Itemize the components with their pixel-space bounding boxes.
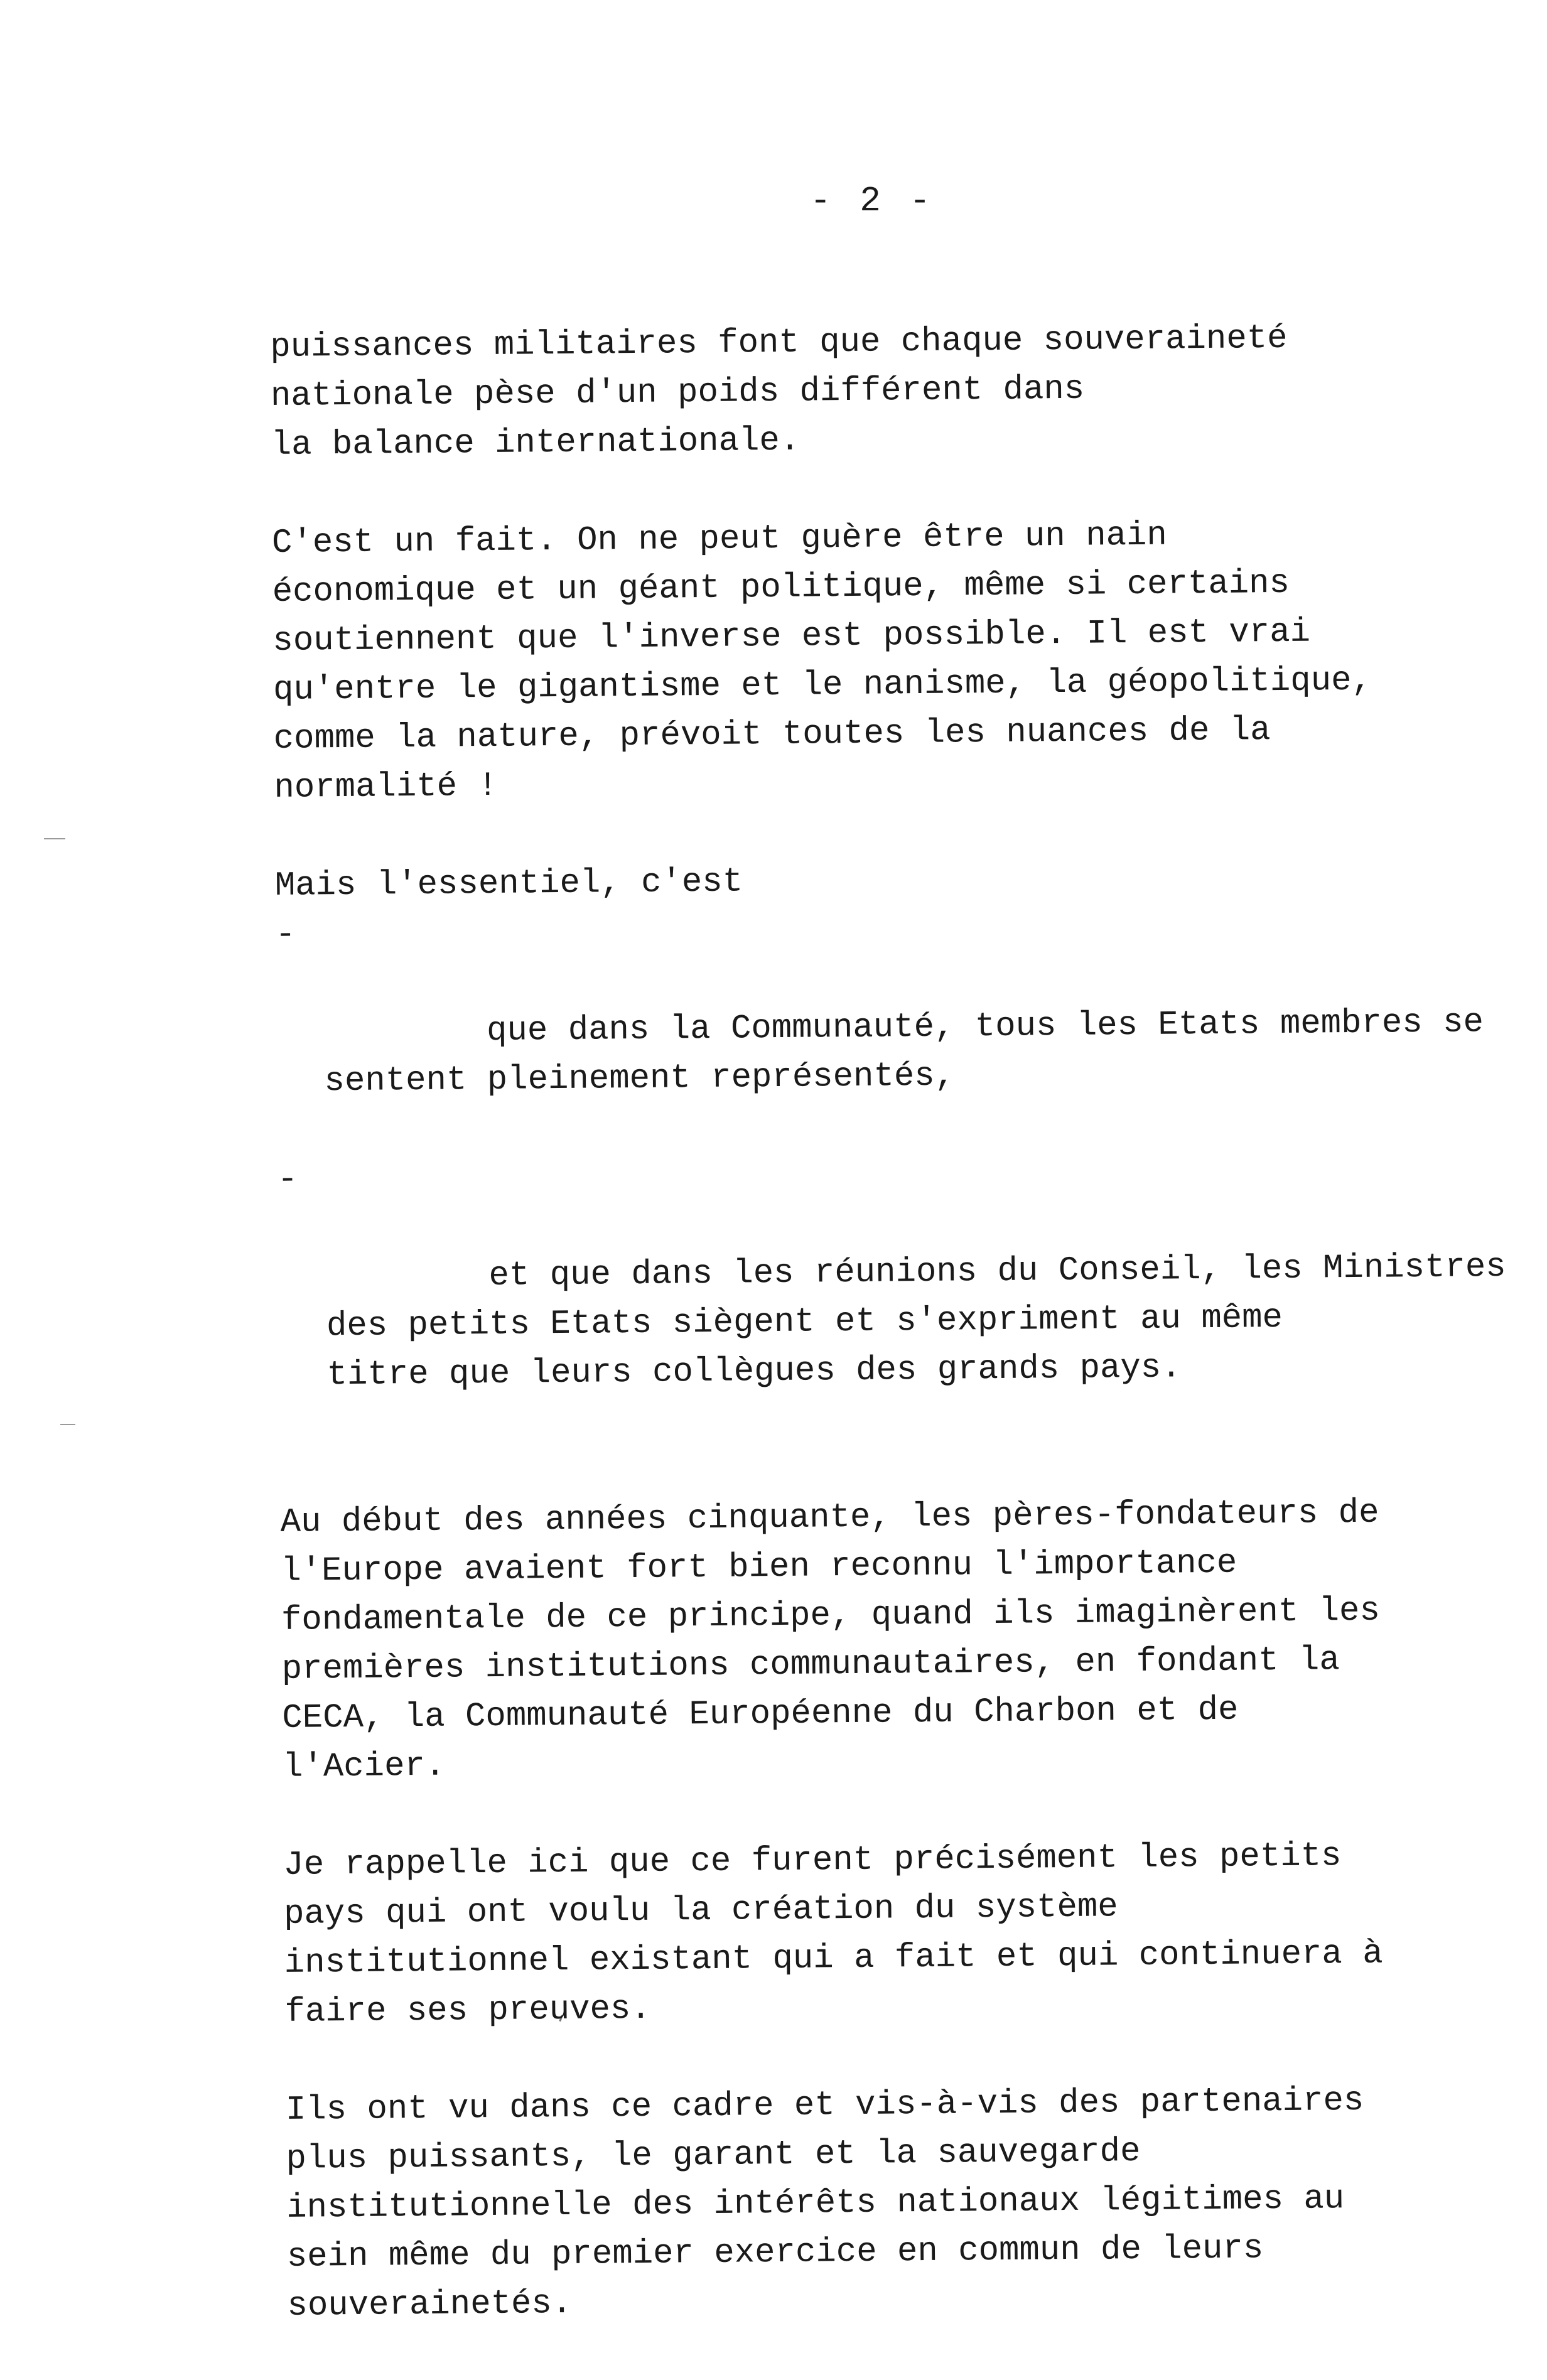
list-item <box>275 900 1520 1156</box>
paragraph-5: Je rappelle ici que ce furent précisément les petits pays qui ont voulu la création du système institutionnel existant qui a fait et qui continuera à faire ses preuves. <box>283 1837 1383 2032</box>
bullet-list <box>275 900 1523 1450</box>
list-item-text: que dans la Communauté, tous les Etats membres se sentent pleinement représentés, <box>324 1003 1484 1101</box>
page-number: - 2 - <box>810 181 935 221</box>
list-item <box>278 1145 1523 1450</box>
margin-mark <box>44 838 65 839</box>
paragraph-1: puissances militaires font que chaque souveraineté nationale pèse d'un poids différent dans la balance internationale. <box>270 319 1288 465</box>
bullet-dash: - <box>277 1160 298 1199</box>
bullet-dash: - <box>275 915 296 954</box>
paragraph-4: Au début des années cinquante, les pères-fondateurs de l'Europe avaient fort bien reconnu l'importance fondamentale de ce principe, quand ils imaginèrent les premières institutions communautaires, en fondant la CECA, la Communauté Européenne du Charbon et de l'Acier. <box>280 1494 1381 1787</box>
paragraph-2: C'est un fait. On ne peut guère être un nain économique et un géant politique, même si certains soutiennent que l'inverse est possible. Il est vrai qu'entre le gigantisme et le nanisme, la géopolitique, comme la nature, prévoit toutes les nuances de la normalité ! <box>271 516 1372 807</box>
paragraph-6: Ils ont vu dans ce cadre et vis-à-vis des partenaires plus puissants, le garant et la sauvegarde institutionnelle des intérêts nationaux légitimes au sein même du premier exercice en commun de leurs souverainetés. <box>285 2081 1364 2325</box>
paragraph-3-intro: Mais l'essentiel, c'est <box>274 863 743 905</box>
margin-mark <box>60 1424 75 1425</box>
list-item-text: et que dans les réunions du Conseil, les Ministres des petits Etats siègent et s'expriment au même titre que leurs collègues des grands pays. <box>326 1247 1506 1395</box>
letter-body <box>270 313 1531 2380</box>
